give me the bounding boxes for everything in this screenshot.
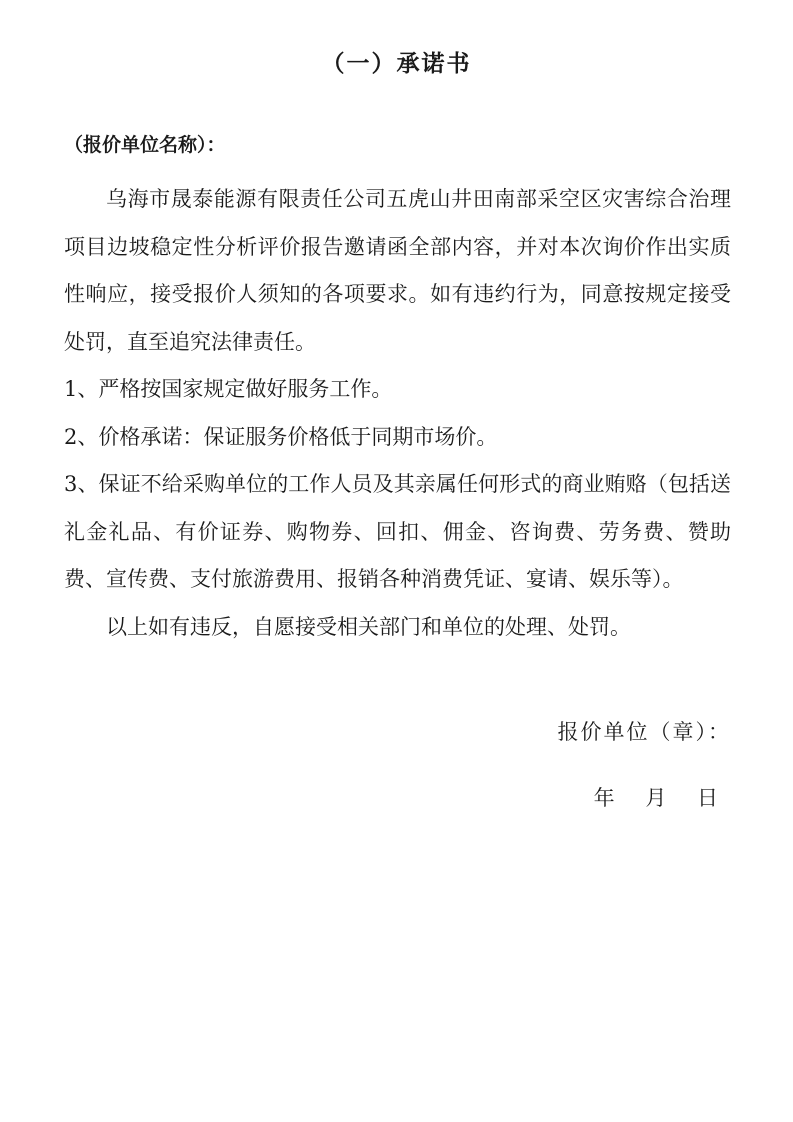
signature-date-label: 年 月 日: [593, 786, 719, 810]
list-item-2: 2、价格承诺：保证服务价格低于同期市场价。: [64, 424, 498, 449]
intro-paragraph: 乌海市晟泰能源有限责任公司五虎山井田南部采空区灾害综合治理项目边坡稳定性分析评价报告邀请函全部内容，并对本次询价作出实质性响应，接受报价人须知的各项要求。如有违约行为，同意按规定接受处罚，直至追究法律责任。: [64, 187, 731, 354]
signature-block: [64, 717, 731, 813]
closing-paragraph: 以上如有违反，自愿接受相关部门和单位的处理、处罚。: [106, 614, 631, 639]
page-title: （一）承诺书: [321, 51, 472, 77]
addressee-label: （报价单位名称）：: [64, 134, 226, 156]
list-item-1: 1、严格按国家规定做好服务工作。: [64, 377, 393, 401]
letter-content: [64, 132, 731, 813]
letter-body: [64, 176, 731, 651]
list-item-3: 3、保证不给采购单位的工作人员及其亲属任何形式的商业贿赂（包括送礼金礼品、有价证券、购物券、回扣、佣金、咨询费、劳务费、赞助费、宣传费、支付旅游费用、报销各种消费凭证、宴请、娱乐等）。: [64, 472, 731, 591]
signature-unit-label: 报价单位（章）：: [557, 720, 731, 744]
